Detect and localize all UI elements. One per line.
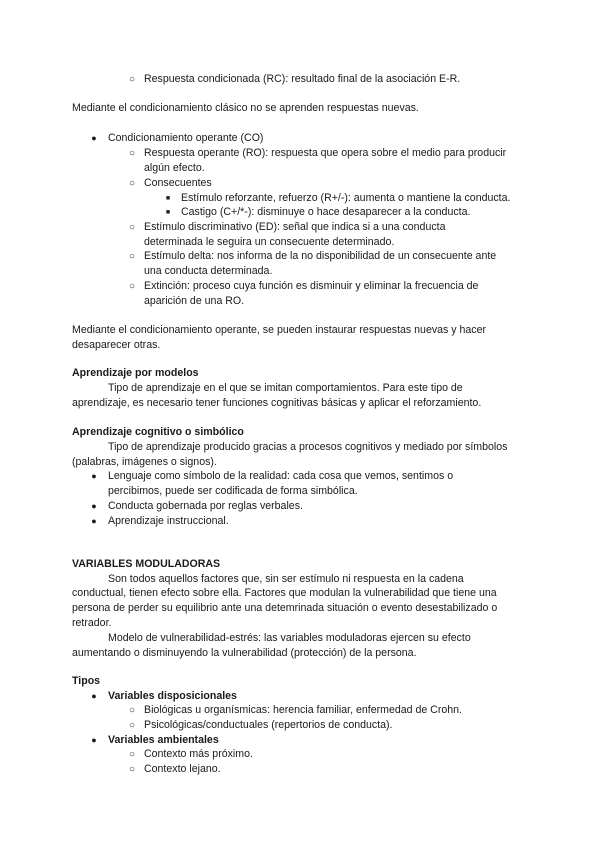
variables-p4: retrador. — [72, 617, 112, 629]
circle-bullet-icon: ○ — [128, 74, 136, 85]
tipos-disposicionales: Variables disposicionales — [108, 690, 237, 702]
classic-note: Mediante el condicionamiento clásico no se aprenden respuestas nuevas. — [72, 102, 419, 114]
disc-bullet-icon: ● — [91, 735, 97, 745]
cognitivo-p1: Tipo de aprendizaje producido gracias a procesos cognitivos y mediado por símbolos — [108, 441, 508, 453]
tipos-heading: Tipos — [72, 675, 101, 687]
ed-line-1: Estímulo discriminativo (ED): señal que indica si a una conducta — [144, 221, 446, 233]
reforzante-item: Estímulo reforzante, refuerzo (R+/-): aumenta o mantiene la conducta. — [181, 192, 511, 204]
modelos-heading: Aprendizaje por modelos — [72, 367, 199, 379]
circle-bullet-icon: ○ — [128, 764, 136, 775]
tipos-biologicas: Biológicas u organísmicas: herencia familiar, enfermedad de Crohn. — [144, 704, 462, 716]
cognitivo-p2: (palabras, imágenes o signos). — [72, 456, 217, 468]
modelos-p1: Tipo de aprendizaje en el que se imitan comportamientos. Para este tipo de — [108, 382, 463, 394]
operant-note-1: Mediante el condicionamiento operante, se pueden instaurar respuestas nuevas y hacer — [72, 324, 487, 336]
square-bullet-icon: ■ — [165, 209, 171, 216]
ext-line-1: Extinción: proceso cuya función es disminuir y eliminar la frecuencia de — [144, 280, 479, 292]
circle-bullet-icon: ○ — [128, 749, 136, 760]
delta-line-1: Estímulo delta: nos informa de la no disponibilidad de un consecuente ante — [144, 250, 497, 262]
square-bullet-icon: ■ — [165, 195, 171, 202]
variables-p3: persona de perder su equilibrio ante una detemrinada situación o evento desestabilizado o — [72, 602, 498, 614]
disc-bullet-icon: ● — [91, 501, 97, 511]
rc-item: Respuesta condicionada (RC): resultado final de la asociación E-R. — [144, 73, 461, 85]
circle-bullet-icon: ○ — [128, 178, 136, 189]
cognitivo-b1-line-1: Lenguaje como símbolo de la realidad: cada cosa que vemos, sentimos o — [108, 470, 454, 482]
ext-line-2: aparición de una RO. — [144, 295, 245, 307]
circle-bullet-icon: ○ — [128, 720, 136, 731]
consecuentes-item: Consecuentes — [144, 177, 212, 189]
disc-bullet-icon: ● — [91, 471, 97, 481]
modelos-p2: aprendizaje, es necesario tener funciones cognitivas básicas y aplicar el reforzamiento. — [72, 397, 482, 409]
disc-bullet-icon: ● — [91, 691, 97, 701]
circle-bullet-icon: ○ — [128, 705, 136, 716]
cognitivo-heading: Aprendizaje cognitivo o simbólico — [72, 426, 244, 438]
cognitivo-b2: Conducta gobernada por reglas verbales. — [108, 500, 303, 512]
variables-p1: Son todos aquellos factores que, sin ser estímulo ni respuesta en la cadena — [108, 573, 464, 585]
delta-line-2: una conducta determinada. — [144, 265, 273, 277]
circle-bullet-icon: ○ — [128, 251, 136, 262]
circle-bullet-icon: ○ — [128, 148, 136, 159]
variables-p2: conductual, tienen efecto sobre ella. Factores que modulan la vulnerabilidad que tiene una — [72, 587, 497, 599]
castigo-item: Castigo (C+/*-): disminuye o hace desaparecer a la conducta. — [181, 206, 471, 218]
circle-bullet-icon: ○ — [128, 222, 136, 233]
disc-bullet-icon: ● — [91, 516, 97, 526]
tipos-proximo: Contexto más próximo. — [144, 748, 253, 760]
variables-m1: Modelo de vulnerabilidad-estrés: las variables moduladoras ejercen su efecto — [108, 632, 471, 644]
ed-line-2: determinada le seguira un consecuente determinado. — [144, 236, 395, 248]
operant-title: Condicionamiento operante (CO) — [108, 132, 264, 144]
cognitivo-b1-line-2: percibimos, puede ser codificada de forma simbólica. — [108, 485, 358, 497]
ro-line-2: algún efecto. — [144, 162, 205, 174]
operant-note-2: desaparecer otras. — [72, 339, 161, 351]
variables-heading: VARIABLES MODULADORAS — [72, 558, 221, 570]
tipos-ambientales: Variables ambientales — [108, 734, 219, 746]
disc-bullet-icon: ● — [91, 133, 97, 143]
tipos-lejano: Contexto lejano. — [144, 763, 221, 775]
circle-bullet-icon: ○ — [128, 281, 136, 292]
cognitivo-b3: Aprendizaje instruccional. — [108, 515, 229, 527]
tipos-psicologicas: Psicológicas/conductuales (repertorios de conducta). — [144, 719, 393, 731]
ro-line-1: Respuesta operante (RO): respuesta que opera sobre el medio para producir — [144, 147, 507, 159]
variables-m2: aumentando o disminuyendo la vulnerabilidad (protección) de la persona. — [72, 647, 417, 659]
